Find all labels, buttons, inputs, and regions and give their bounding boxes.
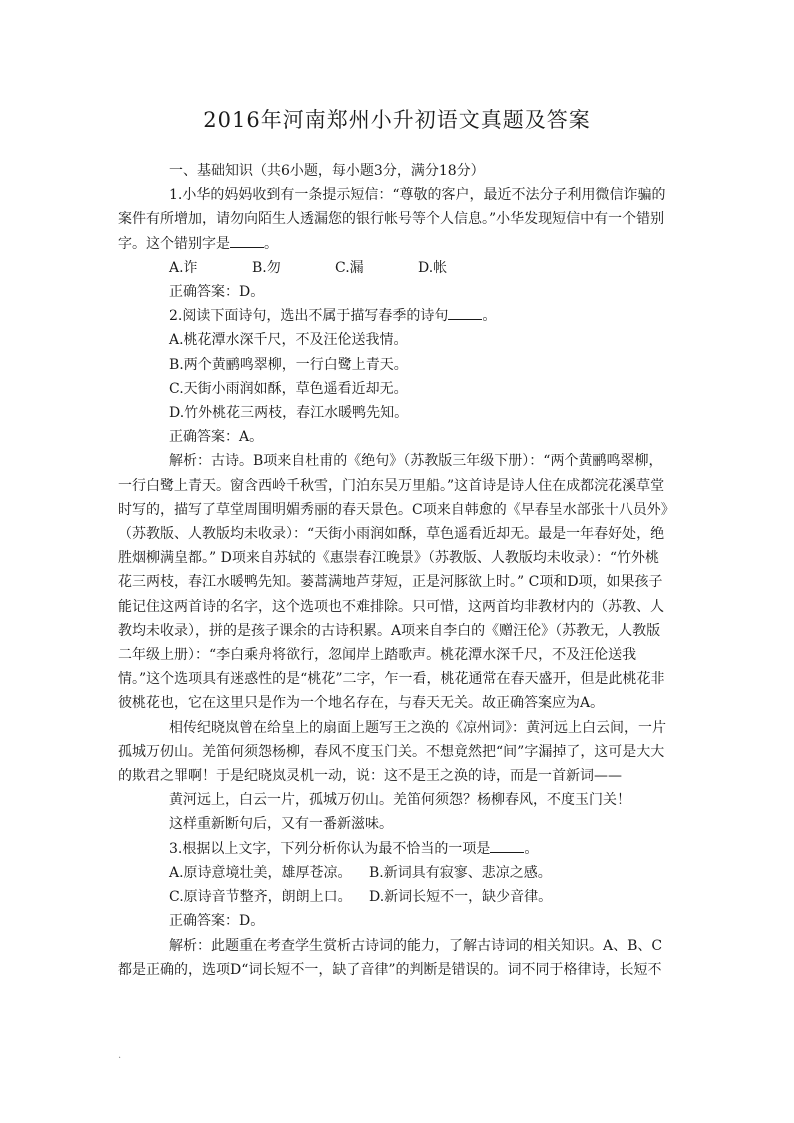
option-c: C.漏 (335, 259, 364, 276)
question-1-text: 1.小华的妈妈收到有一条提示短信：“尊敬的客户，最近不法分子利用微信诈骗的案件有所增加，请勿向陌生人透漏您的银行帐号等个人信息。”小华发现短信中有一个错别字。这个错别字是 (118, 187, 666, 252)
option-b: B.两个黄鹂鸣翠柳，一行白鹭上青天。 (169, 356, 408, 373)
page-title: 2016年河南郑州小升初语文真题及答案 (203, 108, 591, 132)
question-3-options-row-1 (118, 861, 668, 885)
document-body (118, 159, 668, 982)
option-c: C.原诗音节整齐，朗朗上口。 (169, 889, 352, 906)
question-2-answer: 正确答案：A。 (169, 429, 264, 446)
answer-blank (490, 838, 524, 853)
passage-comment: 这样重新断句后，又有一番新滋味。 (169, 816, 393, 833)
question-1-options (118, 256, 668, 280)
option-a: A.诈 (169, 259, 198, 276)
option-d: D.帐 (418, 259, 448, 276)
option-d: D.竹外桃花三两枝，春江水暖鸭先知。 (169, 405, 409, 422)
footer-mark: . (118, 1050, 122, 1061)
question-3-stem (118, 837, 668, 861)
question-1-stem (118, 183, 668, 256)
question-3-options-row-2 (118, 885, 668, 909)
question-1-answer: 正确答案：D。 (169, 284, 265, 301)
option-a: A.原诗意境壮美，雄厚苍凉。 (169, 864, 352, 881)
answer-blank (448, 305, 482, 320)
option-d: D.新词长短不一，缺少音律。 (369, 889, 553, 906)
option-a: A.桃花潭水深千尺，不及汪伦送我情。 (169, 332, 408, 349)
question-2-end: 。 (482, 308, 497, 325)
question-2-analysis: 解析：古诗。B项来自杜甫的《绝句》（苏教版三年级下册）：“两个黄鹂鸣翠柳，一行白鹭上青天。窗含西岭千秋雪，门泊东吴万里船。”这首诗是诗人住在成都浣花溪草堂时写的，描写了草堂周围明媚秀丽的春天景色。C项来自韩愈的《早春呈水部张十八员外》（苏教版、人教版均未收录）：“天街小雨润如酥，草色遥看近却无。最是一年春好处，绝胜烟柳满皇都。” D项来自苏轼的《惠崇春江晚景》（苏教版、人教版均未收录）：“竹外桃花三两枝，春江水暖鸭先知。蒌蒿满地芦芽短，正是河豚欲上时。” C项和D项，如果孩子能记住这两首诗的名字，这个选项也不难排除。只可惜，这两首均非教材内的（苏教、人教均未收录），拼的是孩子课余的古诗积累。A项来自李白的《赠汪伦》（苏教无，人教版二年级上册）：“李白乘舟将欲行，忽闻岸上踏歌声。桃花潭水深千尺，不及汪伦送我情。”这个选项具有迷惑性的是“桃花”二字，乍一看，桃花通常在春天盛开，但是此桃花非彼桃花也，它在这里只是作为一个地名存在，与春天无关。故正确答案应为A。 (118, 453, 668, 712)
question-2-stem (118, 304, 668, 328)
question-1-end: 。 (264, 235, 278, 252)
option-b: B.勿 (252, 259, 281, 276)
option-c: C.天街小雨润如酥，草色遥看近却无。 (169, 380, 408, 397)
answer-blank (230, 233, 264, 248)
question-3-answer: 正确答案：D。 (169, 913, 265, 930)
question-3-text: 3.根据以上文字，下列分析你认为最不恰当的一项是 (169, 840, 491, 857)
question-2-text: 2.阅读下面诗句，选出不属于描写春季的诗句 (169, 308, 449, 325)
passage-new-lyric: 黄河远上，白云一片，孤城万仞山。羌笛何须怨？杨柳春风，不度玉门关！ (169, 792, 631, 809)
question-3-analysis: 解析：此题重在考查学生赏析古诗词的能力，了解古诗词的相关知识。A、B、C都是正确的，选项D“词长短不一，缺了音律”的判断是错误的。词不同于格律诗，长短不 (118, 937, 663, 978)
section-heading: 一、基础知识（共6小题，每小题3分，满分18分） (169, 163, 485, 179)
question-3-end: 。 (524, 840, 539, 857)
passage-paragraph: 相传纪晓岚曾在给皇上的扇面上题写王之涣的《凉州词》：黄河远上白云间，一片孤城万仞山。羌笛何须怨杨柳，春风不度玉门关。不想竟然把“间”字漏掉了，这可是大大的欺君之罪啊！于是纪晓岚灵机一动，说：这不是王之涣的诗，而是一首新词—— (118, 719, 666, 785)
option-b: B.新词具有寂寥、悲凉之感。 (369, 864, 552, 881)
